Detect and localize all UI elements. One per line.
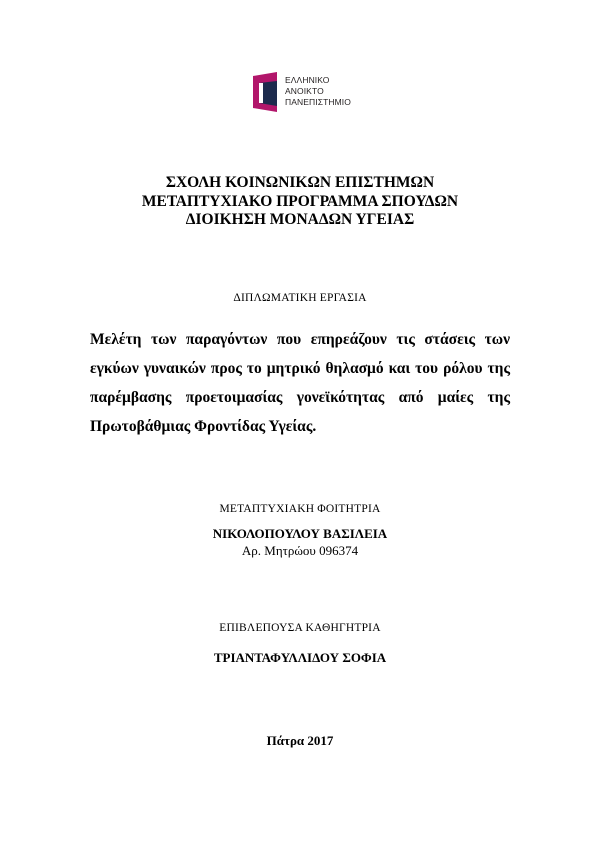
supervisor-name: ΤΡΙΑΝΤΑΦΥΛΛΙΔΟΥ ΣΟΦΙΑ (213, 650, 387, 665)
university-logo (249, 72, 359, 112)
student-name: ΝΙΚΟΛΟΠΟΥΛΟΥ ΒΑΣΙΛΕΙΑ (212, 526, 388, 541)
place-year: Πάτρα 2017 (266, 733, 334, 748)
specialization-name: ΔΙΟΙΚΗΣΗ ΜΟΝΑΔΩΝ ΥΓΕΙΑΣ (185, 211, 415, 228)
supervisor-label: ΕΠΙΒΛΕΠΟΥΣΑ ΚΑΘΗΓΗΤΡΙΑ (219, 622, 381, 634)
logo-line: ΑΝΟΙΚΤΟ (285, 86, 324, 96)
university-logo-icon (249, 72, 281, 112)
student-label: ΜΕΤΑΠΤΥΧΙΑΚΗ ΦΟΙΤΗΤΡΙΑ (219, 503, 381, 515)
logo-line: ΕΛΛΗΝΙΚΟ (285, 75, 330, 85)
school-heading (0, 174, 600, 230)
thesis-title: Μελέτη των παραγόντων που επηρεάζουν τις στάσεις των εγκύων γυναικών προς το μητρικό θηλασμό και του ρόλου της παρέμβασης προετοιμασίας γονεϊκότητας από μαίες της Πρωτοβάθμιας Φροντίδας Υγείας. (90, 331, 510, 435)
school-name: ΣΧΟΛΗ ΚΟΙΝΩΝΙΚΩΝ ΕΠΙΣΤΗΜΩΝ (165, 174, 435, 191)
program-name: ΜΕΤΑΠΤΥΧΙΑΚΟ ΠΡΟΓΡΑΜΜΑ ΣΠΟΥΔΩΝ (141, 192, 459, 210)
university-name (285, 75, 351, 108)
logo-line: ΠΑΝΕΠΙΣΤΗΜΙΟ (285, 97, 351, 107)
thesis-type: ΔΙΠΛΩΜΑΤΙΚΗ ΕΡΓΑΣΙΑ (233, 292, 367, 304)
registration-number: Αρ. Μητρώου 096374 (241, 543, 359, 558)
